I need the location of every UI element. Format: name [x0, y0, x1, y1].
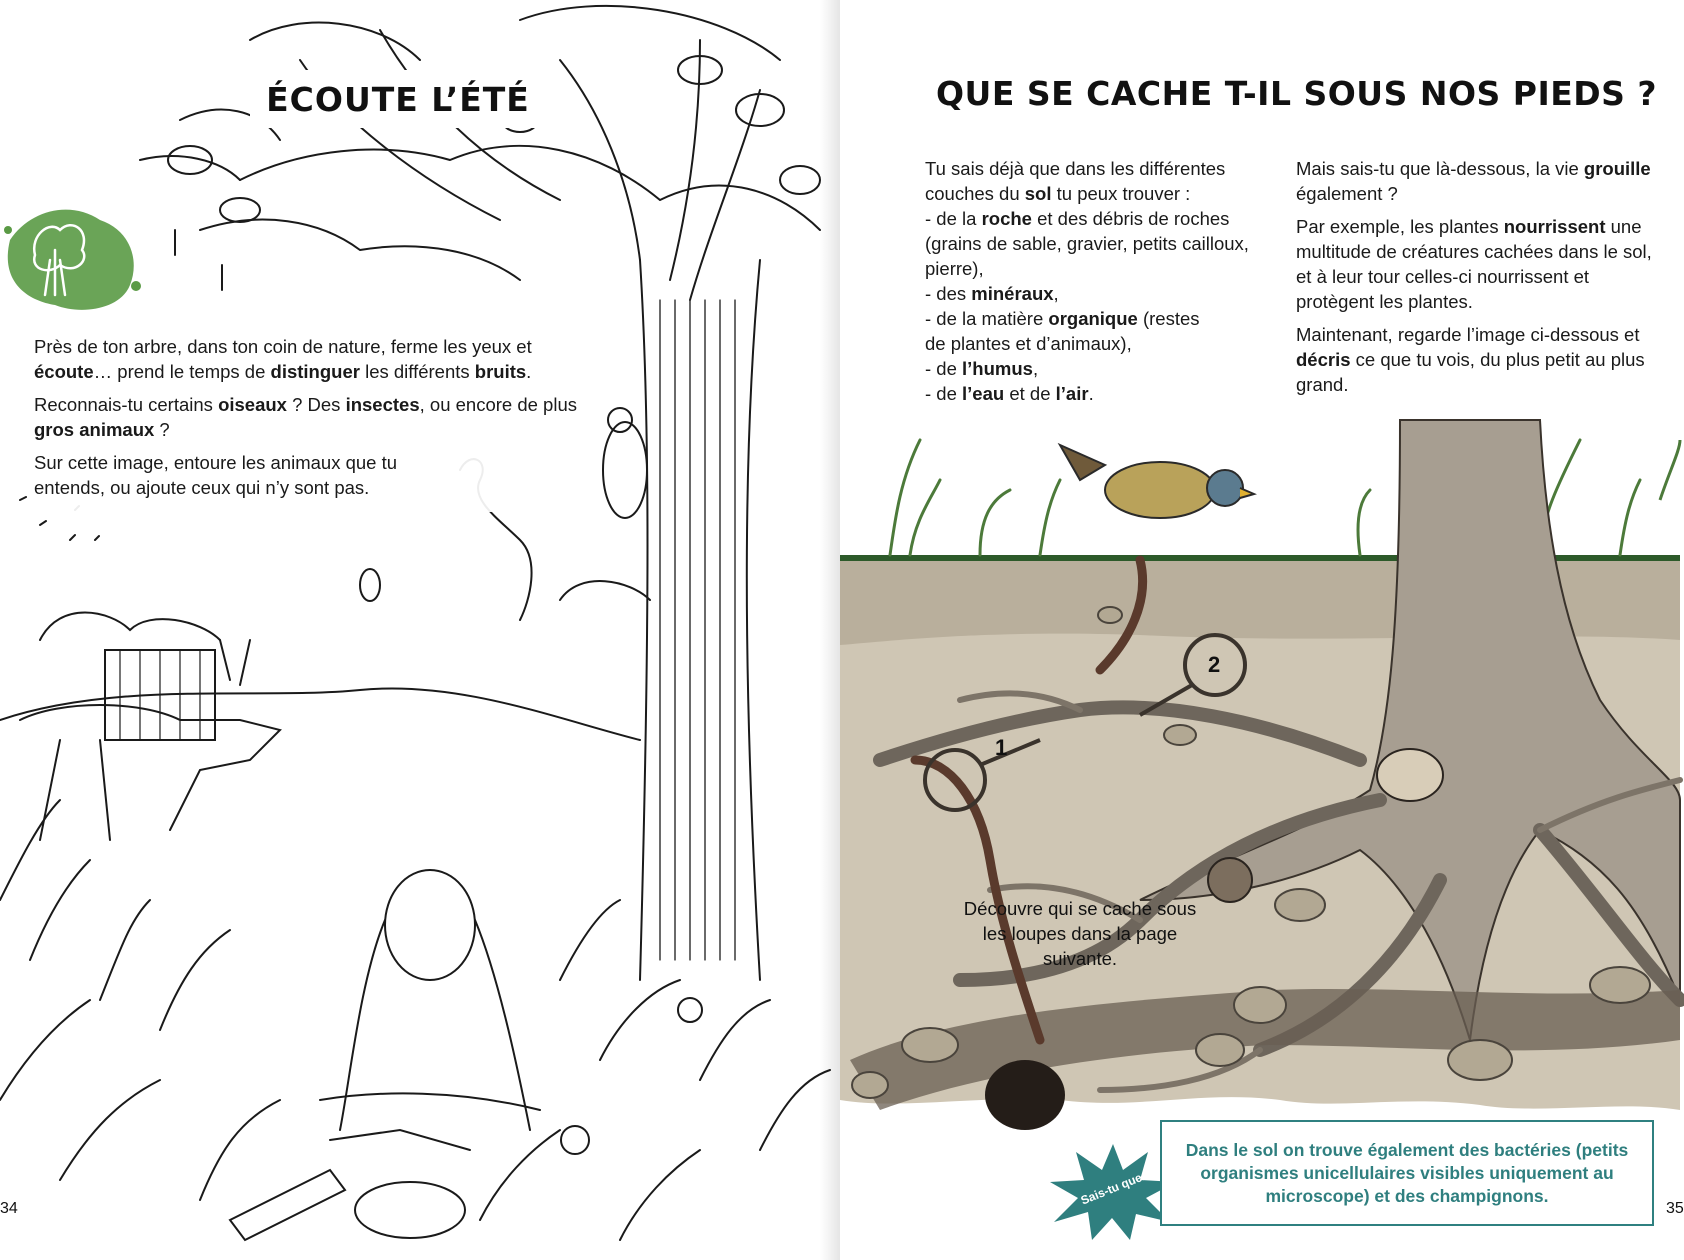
info-text: Dans le sol on trouve également des bactéries (petits organismes unicellulaires visibles uniquement au microscope) et des champignons.	[1185, 1139, 1629, 1206]
magnifier-1-label: 1	[995, 735, 1008, 760]
right-page	[840, 0, 1684, 1260]
left-title-box	[250, 70, 546, 128]
page-title: ÉCOUTE L’ÉTÉ	[266, 79, 530, 119]
magnifier-2-label: 2	[1208, 652, 1221, 677]
paragraph-listen: Près de ton arbre, dans ton coin de nature, ferme les yeux et écoute… prend le temps de distinguer les différents bruits.	[34, 336, 532, 382]
page-number-left: 34	[0, 1200, 18, 1217]
paragraph-recognize: Reconnais-tu certains oiseaux ? Des insectes, ou encore de plus gros animaux ?	[34, 394, 577, 440]
paragraph-circle-animals: Sur cette image, entoure les animaux que tu entends, ou ajoute ceux qui n’y sont pas.	[34, 452, 398, 498]
life-column	[1296, 156, 1666, 405]
coloring-illustration	[0, 0, 840, 1260]
tree-stamp-icon	[0, 190, 150, 320]
paragraph-plants: Par exemple, les plantes nourrissent une multitude de créatures cachées dans le sol, et à leur tour celles-ci nourrissent et protègent les plantes.	[1296, 216, 1652, 312]
left-instructions	[34, 334, 600, 512]
page-title-right: QUE SE CACHE T-IL SOUS NOS PIEDS ?	[936, 74, 1658, 113]
badge-label: Sais-tu que...	[1078, 1166, 1154, 1208]
paragraph-describe: Maintenant, regarde l’image ci-dessous et décris ce que tu vois, du plus petit au plus grand.	[1296, 324, 1645, 395]
paragraph-life: Mais sais-tu que là-dessous, la vie grouille également ?	[1296, 158, 1651, 204]
info-box	[1160, 1120, 1654, 1226]
magnifier-caption: Découvre qui se cache sous les loupes dans la page suivante.	[963, 898, 1197, 969]
intro-column: Tu sais déjà que dans les différentes couches du sol tu peux trouver : - de la roche et des débris de roches (grains de sable, gravier, petits cailloux, pierre), - des minéraux, - de la matière organique (restes de plantes et d’animaux), - de l’humus, - de l’eau et de l’air.	[925, 158, 1249, 404]
left-page	[0, 0, 840, 1260]
page-number-right: 35	[1666, 1200, 1684, 1217]
